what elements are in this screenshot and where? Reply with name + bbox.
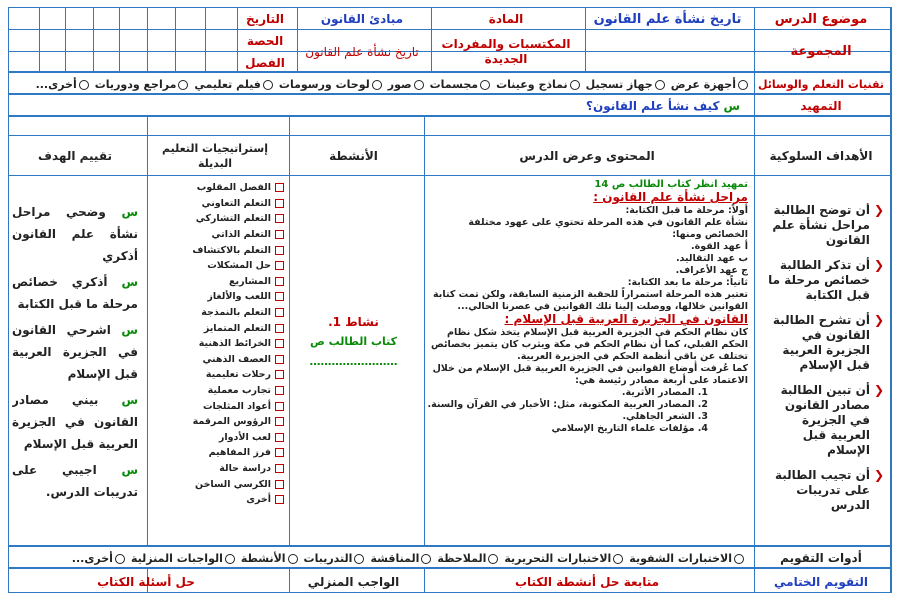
checkbox-icon[interactable] <box>275 199 284 208</box>
evaluation-prefix: س <box>121 323 138 337</box>
checkbox-icon[interactable] <box>275 246 284 255</box>
evaluation-prefix: س <box>121 275 138 289</box>
evaluation-prefix: س <box>121 205 138 219</box>
evaluation-prefix: س <box>121 463 138 477</box>
technique-option[interactable] <box>496 78 580 91</box>
assessment-option-label: الأنشطة <box>240 551 286 565</box>
checkbox-icon[interactable] <box>275 324 284 333</box>
content-intro-line: تمهيد انظر كتاب الطالب ص 14 <box>594 179 748 190</box>
technique-option-label: أجهزة عرض <box>670 77 736 91</box>
col-evaluation: تقييم الهدف <box>38 148 112 163</box>
radio-icon[interactable] <box>613 554 623 564</box>
radio-icon[interactable] <box>372 80 382 90</box>
strategy-item[interactable] <box>184 461 284 477</box>
col-strategies: إستراتيجيات التعليم البديلة <box>162 141 268 170</box>
radio-icon[interactable] <box>480 80 490 90</box>
checkbox-icon[interactable] <box>275 464 284 473</box>
stage2-title: ثانياً: مرحلة ما بعد الكتابة: <box>627 277 748 288</box>
source-4: 4. مؤلفات علماء التاريخ الإسلامي <box>551 423 708 434</box>
strategy-label: التعلم بالنمذجة <box>201 307 271 319</box>
checkbox-icon[interactable] <box>275 230 284 239</box>
strategy-label: الرؤوس المرقمة <box>192 416 271 428</box>
topic-value: تاريخ نشأة علم القانون <box>593 11 742 27</box>
technique-option[interactable] <box>194 78 272 91</box>
stage1-item-b: ب عهد التقاليد. <box>675 253 748 264</box>
assessment-option-label: الاختبارات التحريرية <box>504 551 612 565</box>
checkbox-icon[interactable] <box>275 308 284 317</box>
assessment-option[interactable] <box>370 552 431 565</box>
activity-dots: …………………… <box>309 355 398 368</box>
evaluation-text: اجيبي على تدريبات الدرس. <box>12 463 138 499</box>
technique-option-label: مراجع ودوريات <box>94 77 177 91</box>
objective-item <box>764 203 884 248</box>
checkbox-icon[interactable] <box>275 495 284 504</box>
strategy-item[interactable] <box>184 258 284 274</box>
content-para1: كان نظام الحكم في الجزيرة العربية قبل الإسلام يتخذ شكل نظام الحكم القبلي، كما أن نظام الحكم في مكة ويثرب كان يتميز بخصائص تختلف عن باقي أنظمة الحكم في الجزيرة العربية. <box>431 327 748 362</box>
radio-icon[interactable] <box>421 554 431 564</box>
activity-title: نشاط 1. <box>328 315 379 329</box>
stage1-item-c: ج عهد الأعراف. <box>675 265 748 276</box>
strategy-item[interactable] <box>184 445 284 461</box>
source-2: 2. المصادر العربية المكتوبة، مثل: الأخبار في القرآن والسنة. <box>427 399 708 410</box>
technique-option-label: لوحات ورسومات <box>278 77 370 91</box>
strategy-label: دراسة حالة <box>219 462 271 474</box>
assessment-option-label: المناقشة <box>370 551 420 565</box>
strategy-item[interactable] <box>184 367 284 383</box>
checkbox-icon[interactable] <box>275 339 284 348</box>
col-activities: الأنشطة <box>329 148 378 163</box>
arrow-bullet-icon: ❮ <box>873 383 884 397</box>
techniques-label: تقنيات التعلم والوسائل <box>757 77 885 91</box>
final-label: التقويم الختامي <box>774 574 869 589</box>
assessment-option[interactable] <box>72 552 125 565</box>
evaluation-text: اشرحي القانون في الجزيرة العربية قبل الإسلام <box>12 323 138 381</box>
stage1-title: أولاً: مرحلة ما قبل الكتابة: <box>625 205 748 216</box>
strategy-label: تجارب معملية <box>207 385 271 397</box>
homework-label: الواجب المنزلي <box>307 574 400 589</box>
evaluation-item <box>12 319 138 385</box>
intro-question-text: كيف نشأ علم القانون؟ <box>586 99 720 113</box>
strategy-item[interactable] <box>184 336 284 352</box>
strategy-label: فرز المفاهيم <box>208 447 271 459</box>
evaluation-text: أذكري خصائص مرحلة ما قبل الكتابة <box>12 275 138 311</box>
assessment-option[interactable] <box>629 552 744 565</box>
final-row <box>8 568 892 593</box>
stage1-text: نشأة علم القانون في هذه المرحلة تحتوي على عهود مختلفة الخصائص ومنها: <box>468 217 748 240</box>
radio-icon[interactable] <box>354 554 364 564</box>
checkbox-icon[interactable] <box>275 433 284 442</box>
assessment-option-label: أخرى... <box>71 551 113 565</box>
checkbox-icon[interactable] <box>275 355 284 364</box>
checkbox-icon[interactable] <box>275 292 284 301</box>
strategy-item[interactable] <box>184 211 284 227</box>
strategy-item[interactable] <box>184 352 284 368</box>
evaluation-prefix: س <box>121 393 138 407</box>
evaluation-item <box>12 271 138 315</box>
technique-option-label: مجسمات <box>429 77 479 91</box>
radio-icon[interactable] <box>225 554 235 564</box>
assessment-options <box>10 547 744 569</box>
strategy-item[interactable] <box>184 476 284 492</box>
objective-item <box>764 383 884 458</box>
header-grid <box>8 7 892 72</box>
strategy-label: أخرى <box>246 494 271 506</box>
strategy-item[interactable] <box>184 414 284 430</box>
activity-text: كتاب الطالب ص <box>309 335 398 348</box>
radio-icon[interactable] <box>288 554 298 564</box>
strategy-label: رحلات تعليمية <box>205 369 271 381</box>
assessment-option[interactable] <box>437 552 498 565</box>
vocab-label: المكتسبات والمفردات الجديدة <box>441 36 571 66</box>
technique-option[interactable] <box>36 78 89 91</box>
objective-text: أن توضح الطالبة مراحل نشأة علم القانون <box>772 203 870 247</box>
evaluation-text: بيني مصادر القانون في الجزيرة العربية قبل الإسلام <box>12 393 138 451</box>
technique-option-label: فيلم تعليمي <box>194 77 261 91</box>
technique-option-label: أخرى... <box>35 77 77 91</box>
main-table <box>8 116 892 546</box>
radio-icon[interactable] <box>738 80 748 90</box>
checkbox-icon[interactable] <box>275 261 284 270</box>
lesson-content <box>426 179 748 545</box>
group-label: المجموعة <box>790 44 852 59</box>
radio-icon[interactable] <box>488 554 498 564</box>
radio-icon[interactable] <box>655 80 665 90</box>
assessment-row <box>8 546 892 568</box>
objective-item <box>764 468 884 513</box>
col-objectives: الأهداف السلوكية <box>769 148 873 163</box>
radio-icon[interactable] <box>414 80 424 90</box>
evaluation-item <box>12 201 138 267</box>
topic-label: موضوع الدرس <box>774 11 868 27</box>
strategy-label: لعب الأدوار <box>218 431 271 443</box>
radio-icon[interactable] <box>734 554 744 564</box>
objective-text: أن تجيب الطالبة على تدريبات الدرس <box>774 468 870 512</box>
checkbox-icon[interactable] <box>275 448 284 457</box>
subject-label: المادة <box>488 12 524 26</box>
checkbox-icon[interactable] <box>275 183 284 192</box>
strategy-label: التعلم الذاتي <box>211 229 271 241</box>
radio-icon[interactable] <box>178 80 188 90</box>
techniques-row <box>8 72 892 94</box>
radio-icon[interactable] <box>79 80 89 90</box>
arrow-bullet-icon: ❮ <box>873 258 884 272</box>
assessment-option[interactable] <box>131 552 235 565</box>
stage1-item-a: أ عهد القوة. <box>691 241 748 252</box>
technique-option[interactable] <box>586 78 665 91</box>
date-label: التاريخ <box>245 12 285 26</box>
period-label: الحصة <box>246 33 284 48</box>
checkbox-icon[interactable] <box>275 402 284 411</box>
assessment-option-label: الملاحظة <box>437 551 487 565</box>
assessment-option-label: الاختبارات الشفوية <box>629 551 732 565</box>
objective-item <box>764 313 884 373</box>
technique-option[interactable] <box>671 78 748 91</box>
content-para2: كما عُرفت أوضاع القوانين في الجزيرة العربية قبل الإسلام من خلال الاعتماد على أربعة مصادر رئيسة هي: <box>432 363 748 386</box>
technique-option[interactable] <box>279 78 382 91</box>
intro-row <box>8 94 892 116</box>
checkbox-icon[interactable] <box>275 277 284 286</box>
assessment-label: أدوات التقويم <box>780 551 862 565</box>
strategy-label: الكرسي الساخن <box>195 478 271 490</box>
strategy-item[interactable] <box>184 320 284 336</box>
strategy-label: العصف الذهني <box>202 353 271 365</box>
evaluation-item <box>12 389 138 455</box>
objective-text: أن تبين الطالبة مصادر القانون في الجزيرة العربية قبل الإسلام <box>780 383 870 457</box>
evaluation-item <box>12 459 138 503</box>
technique-option-label: جهاز تسجيل <box>585 77 653 91</box>
radio-icon[interactable] <box>263 80 273 90</box>
strategy-item[interactable] <box>184 227 284 243</box>
evaluation-text: وضحي مراحل نشأة علم القانون أذكري <box>12 205 138 263</box>
checkbox-icon[interactable] <box>275 370 284 379</box>
strategy-item[interactable] <box>184 242 284 258</box>
strategy-label: اللعب والألغاز <box>207 291 271 303</box>
assessment-option[interactable] <box>241 552 298 565</box>
evaluation-list <box>12 201 138 541</box>
radio-icon[interactable] <box>115 554 125 564</box>
strategy-label: الفصل المقلوب <box>196 182 271 194</box>
checkbox-icon[interactable] <box>275 417 284 426</box>
strategy-item[interactable] <box>184 274 284 290</box>
strategy-item[interactable] <box>184 180 284 196</box>
final-followup: متابعة حل أنشطة الكتاب <box>514 574 660 589</box>
objective-item <box>764 258 884 303</box>
source-1: 1. المصادر الأثرية. <box>621 387 708 398</box>
stage2-text: تعتبر هذه المرحلة استمراراً للحقبة الزمنية السابقة، ولكن تمت كتابة القوانين خلالها، ووصلت إلينا تلك القوانين في عصرنا الحالي... <box>433 289 748 312</box>
technique-option[interactable] <box>388 78 424 91</box>
objective-text: أن تذكر الطالبة خصائص مرحلة ما قبل الكتابة <box>768 258 870 302</box>
technique-option[interactable] <box>95 78 189 91</box>
subject-value: مبادئ القانون <box>320 12 404 26</box>
homework-value: حل أسئلة الكتاب <box>97 574 195 589</box>
activities-cell <box>286 312 421 402</box>
strategy-label: التعلم المتمايز <box>203 322 271 334</box>
strategy-label: الخرائط الذهنية <box>198 338 271 350</box>
technique-option-label: نماذج وعينات <box>496 77 568 91</box>
class-label: الفصل <box>245 55 285 70</box>
col-content: المحتوى وعرض الدرس <box>519 148 655 163</box>
intro-question <box>240 95 740 117</box>
intro-label: التمهيد <box>800 99 842 113</box>
source-3: 3. الشعر الجاهلي. <box>622 411 708 422</box>
checkbox-icon[interactable] <box>275 480 284 489</box>
objective-text: أن تشرح الطالبة القانون في الجزيرة العربية قبل الإسلام <box>772 313 870 372</box>
technique-option[interactable] <box>430 78 491 91</box>
content-heading-arabia: القانون في الجزيرة العربية قبل الإسلام : <box>504 312 748 326</box>
assessment-option[interactable] <box>304 552 365 565</box>
strategy-item[interactable] <box>184 305 284 321</box>
strategy-item[interactable] <box>184 196 284 212</box>
objectives-list <box>764 203 884 543</box>
assessment-option-label: التدريبات <box>303 551 353 565</box>
arrow-bullet-icon: ❮ <box>873 203 884 217</box>
vocab-value: تاريخ نشأة علم القانون <box>305 44 419 59</box>
strategies-list <box>184 180 284 545</box>
radio-icon[interactable] <box>570 80 580 90</box>
assessment-option-label: الواجبات المنزلية <box>130 551 223 565</box>
techniques-options <box>10 73 748 95</box>
assessment-option[interactable] <box>504 552 623 565</box>
strategy-label: التعلم بالاكتشاف <box>192 244 271 256</box>
strategy-item[interactable] <box>184 398 284 414</box>
strategy-label: أعواد المثلجات <box>202 400 271 412</box>
strategy-item[interactable] <box>184 383 284 399</box>
strategy-label: التعلم التعاوني <box>201 197 271 209</box>
strategy-item[interactable] <box>184 492 284 508</box>
checkbox-icon[interactable] <box>275 214 284 223</box>
strategy-label: التعلم التشاركي <box>195 213 271 225</box>
strategy-label: المشاريع <box>229 275 271 287</box>
strategy-item[interactable] <box>184 289 284 305</box>
content-heading-stages: مراحل نشأة علم القانون : <box>593 190 748 204</box>
strategy-item[interactable] <box>184 430 284 446</box>
arrow-bullet-icon: ❮ <box>873 468 884 482</box>
checkbox-icon[interactable] <box>275 386 284 395</box>
arrow-bullet-icon: ❮ <box>873 313 884 327</box>
strategy-label: حل المشكلات <box>207 260 271 272</box>
intro-question-prefix: س <box>723 99 740 113</box>
technique-option-label: صور <box>387 77 412 91</box>
